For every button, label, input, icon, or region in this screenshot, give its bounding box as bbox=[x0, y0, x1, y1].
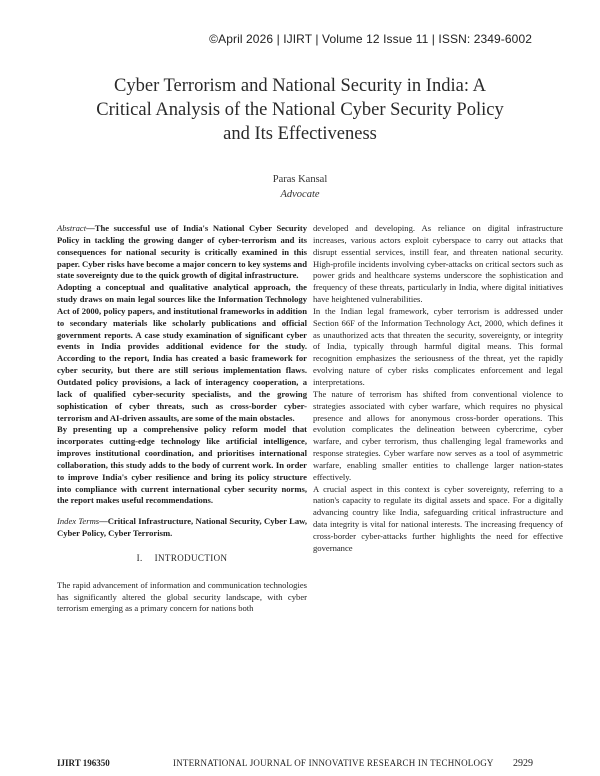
title-line-1: Cyber Terrorism and National Security in India: A bbox=[114, 76, 486, 96]
body-paragraph-2: In the Indian legal framework, cyber terrorism is addressed under Section 66F of the Information Technology Act, 2000, which defines it as unauthorized acts that threaten the security, sovereignty, or integrity of India, typically through harmful digital means. This formal recognition emphasizes the seriousness of the threat, yet the rapidly evolving nature of cyber risks complicates enforcement and legal interpretations. bbox=[313, 305, 563, 387]
right-column bbox=[313, 223, 563, 555]
abstract-paragraph-2: Adopting a conceptual and qualitative analytical approach, the study draws on main legal sources like the Information Technology Act of 2000, policy papers, and institutional frameworks in addition to secondary materials like scholarly publications and official government reports. A case study examination of significant cyber events in India provides additional evidence for the study. According to the report, India has created a basic framework for cyber security, but there are still serious implementation flaws. Outdated policy provisions, a lack of interagency cooperation, a lack of qualified cyber-security specialists, and the growing sophistication of cyber threats, such as cross-border cyber- terrorism and AI-driven assaults, are some of the main obstacles. bbox=[57, 282, 307, 423]
section-title: INTRODUCTION bbox=[154, 552, 228, 563]
abstract-paragraph-1 bbox=[57, 223, 307, 282]
body-paragraph-4: A crucial aspect in this context is cyber sovereignty, referring to a nation's capacity to regulate its digital assets and space. For a digitally advancing country like India, safeguarding critical infrastructure and data integrity is vital for national interests. The increasing frequency of cross-border cyber-attacks further highlights the need for effective governance bbox=[313, 483, 563, 553]
left-column bbox=[57, 223, 307, 615]
section-number: I. bbox=[136, 552, 143, 563]
index-terms bbox=[57, 516, 307, 540]
introduction-paragraph-1: The rapid advancement of information and communication technologies has significantly altered the global security landscape, with cyber terrorism emerging as a primary concern for nations both bbox=[57, 579, 307, 614]
abstract-paragraph-3: By presenting up a comprehensive policy reform model that incorporates cutting-edge technology like artificial intelligence, improves institutional coordination, and prioritises international collaboration, this study adds to the body of current work. In order to improve India's cyber resilience and bring its policy structure into compliance with current international cyber security norms, the report makes useful recommendations. bbox=[57, 424, 307, 506]
section-heading-introduction bbox=[57, 553, 307, 565]
footer-page-number: 2929 bbox=[513, 758, 533, 769]
index-terms-text: —Critical Infrastructure, National Security, Cyber Law, Cyber Policy, Cyber Terrorism. bbox=[57, 516, 307, 539]
body-paragraph-1: developed and developing. As reliance on digital infrastructure increases, various actors exploit cyberspace to carry out attacks that disrupt essential services, instill fear, and threaten national security. High-profile incidents involving cyber-attacks on critical sectors such as power grids and healthcare systems underscore the sophistication and frequency of these threats, particularly in India, where digital initiatives have heightened vulnerabilities. bbox=[313, 223, 563, 305]
author-name: Paras Kansal bbox=[272, 174, 328, 185]
abstract-lead: Abstract bbox=[57, 223, 87, 233]
index-terms-lead: Index Terms bbox=[57, 516, 100, 527]
footer-journal-name: INTERNATIONAL JOURNAL OF INNOVATIVE RESEARCH IN TECHNOLOGY bbox=[173, 758, 494, 768]
body-paragraph-3: The nature of terrorism has shifted from conventional violence to strategies associated with cyber warfare, which requires no physical presence and allows for anonymous cross-border operations. This evolution complicates the delineation between cybercrime, cyber warfare, and cyber terrorism, thus challenging legal frameworks and response strategies. Cyber warfare now serves as a tool of asymmetric warfare, enabling smaller entities to challenge larger nation-states effectively. bbox=[313, 388, 563, 482]
author-affiliation: Advocate bbox=[280, 189, 320, 200]
journal-citation-header: ©April 2026 | IJIRT | Volume 12 Issue 11 | ISSN: 2349-6002 bbox=[209, 32, 532, 46]
footer-article-id: IJIRT 196350 bbox=[57, 758, 110, 768]
title-line-2: Critical Analysis of the National Cyber Security Policy bbox=[96, 100, 504, 120]
paper-title bbox=[60, 74, 540, 146]
abstract-text-1: —The successful use of India's National Cyber Security Policy in tackling the growing danger of cyber-terrorism and its consequences for national security is critically examined in this paper. Cyber risks have become a major concern to key systems and state sovereignty due to the quick growth of digital infrastructure. bbox=[57, 223, 307, 281]
title-line-3: and Its Effectiveness bbox=[223, 124, 377, 144]
